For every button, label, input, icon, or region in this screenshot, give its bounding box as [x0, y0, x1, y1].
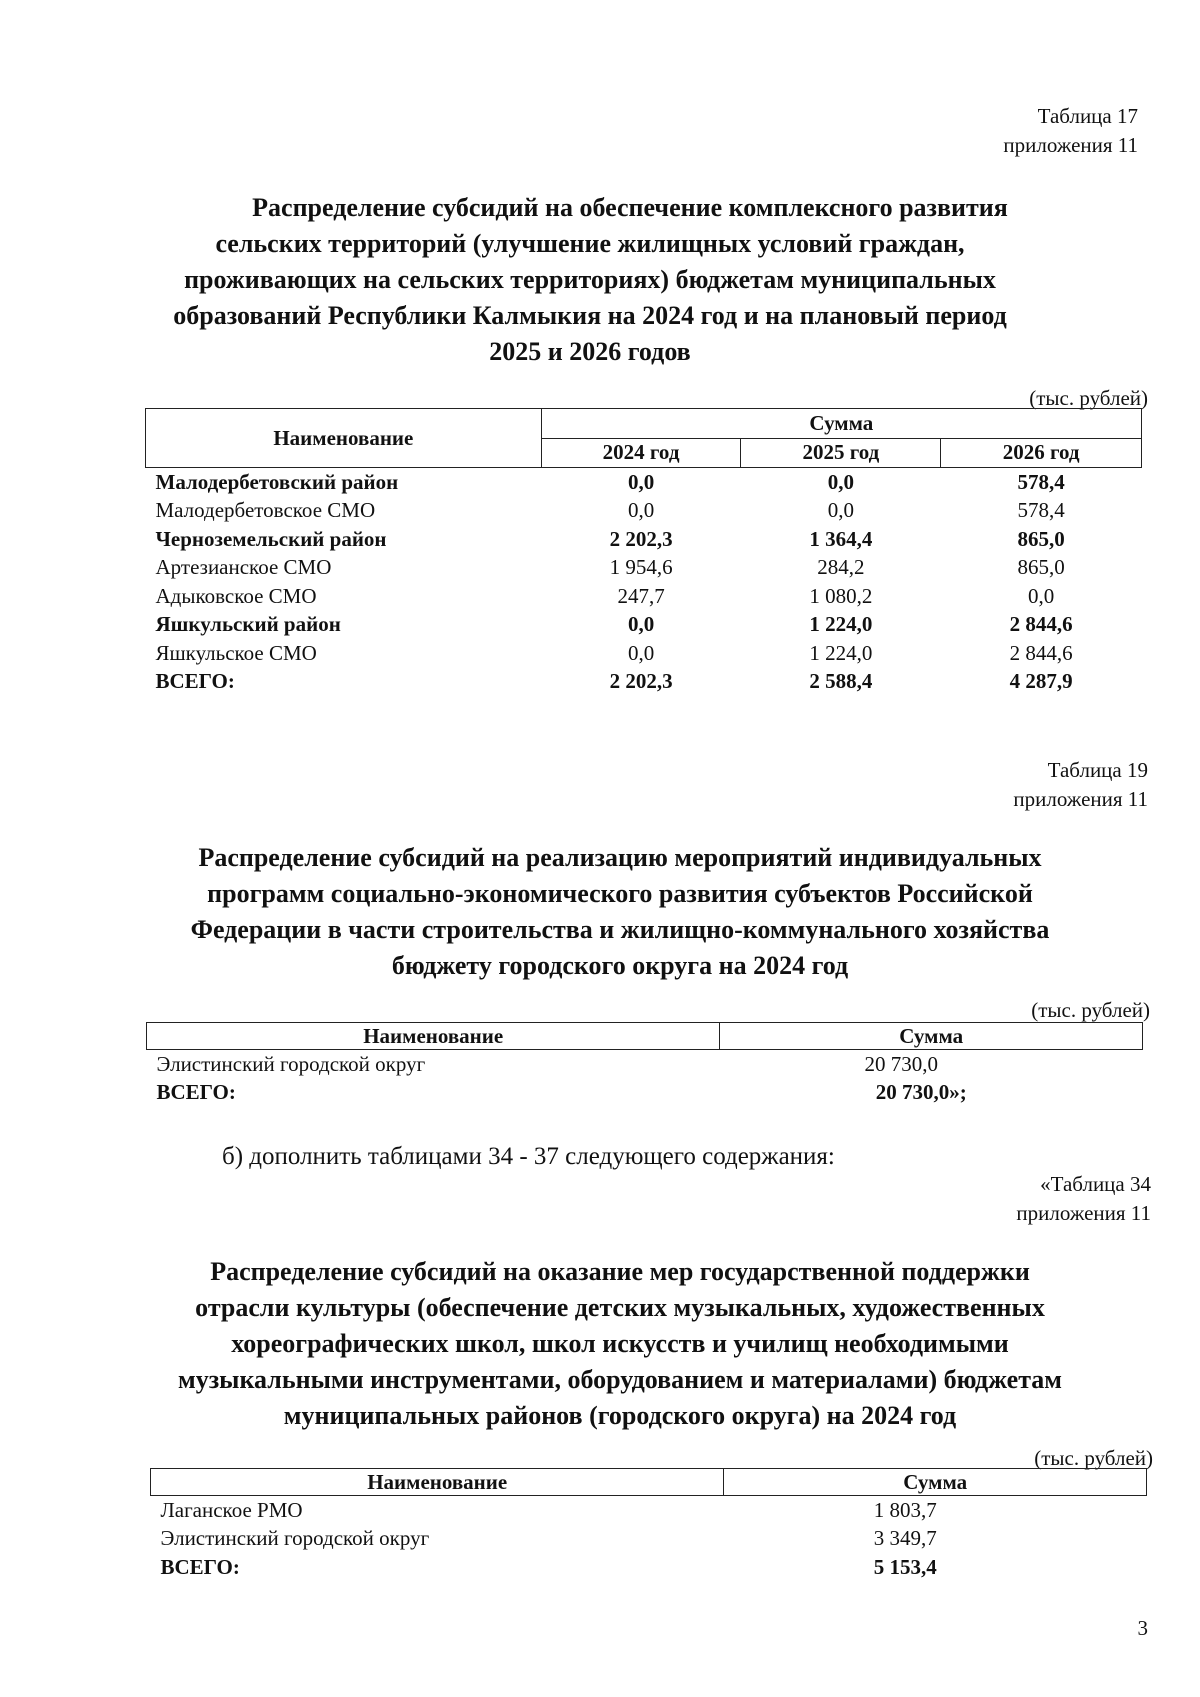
row-name: ВСЕГО:	[156, 1080, 236, 1105]
table17-caption	[1003, 102, 1138, 160]
table17-title	[80, 190, 1100, 370]
row-value: 5 153,4	[873, 1554, 937, 1579]
row-name: Адыковское СМО	[155, 583, 317, 608]
row-value: 865,0	[1017, 555, 1065, 580]
table19-caption	[1013, 756, 1148, 814]
table19-caption-number: Таблица 19	[1047, 758, 1148, 782]
table19-header-sum: Сумма	[720, 1023, 1143, 1050]
amendment-paragraph: б) дополнить таблицами 34 - 37 следующего содержания:	[222, 1143, 835, 1170]
table17-title-line: проживающих на сельских территориях) бюджетам муниципальных	[184, 265, 996, 294]
table34-title-line: Распределение субсидий на оказание мер государственной поддержки	[210, 1257, 1030, 1286]
row-value: 0,0	[627, 612, 655, 637]
table34-title-line: хореографических школ, школ искусств и училищ необходимыми	[231, 1329, 1009, 1358]
table-row	[146, 497, 1142, 526]
table34-header-name: Наименование	[151, 1469, 724, 1496]
table-row	[146, 554, 1142, 583]
table-row	[146, 582, 1142, 611]
table34-title-line: отрасли культуры (обеспечение детских музыкальных, художественных	[195, 1293, 1045, 1322]
table19-title-line: Распределение субсидий на реализацию мероприятий индивидуальных	[198, 843, 1042, 872]
row-value: 578,4	[1017, 498, 1065, 523]
table17-caption-appendix: приложения 11	[1003, 133, 1138, 157]
table-row	[151, 1496, 1147, 1525]
table17-header-year: 2026 год	[941, 438, 1142, 468]
row-value: 865,0	[1017, 526, 1065, 551]
row-name: Черноземельский район	[155, 526, 387, 551]
row-value: 20 730,0»;	[875, 1080, 967, 1105]
table34-title-line: музыкальными инструментами, оборудованием и материалами) бюджетам	[178, 1365, 1062, 1394]
table17-title-line: 2025 и 2026 годов	[489, 337, 691, 366]
table17-unit: (тыс. рублей)	[1029, 386, 1148, 410]
table34	[150, 1468, 1147, 1582]
row-value: 4 287,9	[1009, 669, 1073, 694]
table17-title-line: образований Республики Калмыкия на 2024 год и на плановый период	[173, 301, 1007, 330]
page-number: 3	[1137, 1616, 1148, 1640]
row-name: Элистинский городской округ	[156, 1051, 426, 1076]
row-value: 1 954,6	[609, 555, 673, 580]
row-value: 1 080,2	[809, 583, 873, 608]
table17-header-year: 2025 год	[741, 438, 941, 468]
row-value: 1 364,4	[809, 526, 873, 551]
table34-title	[100, 1254, 1140, 1434]
row-value: 578,4	[1017, 469, 1065, 494]
table19-unit: (тыс. рублей)	[1031, 998, 1150, 1022]
table17-title-line: Распределение субсидий на обеспечение комплексного развития	[252, 193, 1008, 222]
row-name: Лаганское РМО	[160, 1497, 303, 1522]
table34-caption-appendix: приложения 11	[1016, 1201, 1151, 1225]
table34-caption	[1016, 1170, 1151, 1228]
row-value: 2 844,6	[1009, 612, 1073, 637]
table-row	[147, 1050, 1143, 1079]
table34-unit: (тыс. рублей)	[1034, 1446, 1153, 1470]
table-row-total	[146, 668, 1142, 697]
row-value: 0,0	[627, 498, 655, 523]
row-name: Элистинский городской округ	[160, 1526, 430, 1551]
row-name: Малодербетовское СМО	[155, 498, 376, 523]
table-row	[146, 639, 1142, 668]
table-row-total	[147, 1079, 1143, 1108]
table19-header-name: Наименование	[147, 1023, 720, 1050]
row-value: 284,2	[817, 555, 865, 580]
table-row	[146, 611, 1142, 640]
table-row	[146, 525, 1142, 554]
row-value: 20 730,0	[864, 1051, 938, 1076]
row-value: 0,0	[1027, 583, 1055, 608]
row-value: 3 349,7	[873, 1526, 937, 1551]
row-value: 1 803,7	[873, 1497, 937, 1522]
row-value: 2 202,3	[609, 526, 673, 551]
row-value: 0,0	[627, 640, 655, 665]
row-value: 0,0	[827, 469, 854, 494]
table19-title-line: Федерации в части строительства и жилищно-коммунального хозяйства	[190, 915, 1050, 944]
table17-header-year: 2024 год	[541, 438, 741, 468]
row-name: Малодербетовский район	[155, 469, 399, 494]
row-value: 2 844,6	[1009, 640, 1073, 665]
table-row-total	[151, 1553, 1147, 1582]
row-name: Яшкульский район	[155, 612, 341, 637]
table-row	[146, 468, 1142, 497]
table34-title-line: муниципальных районов (городского округа) на 2024 год	[283, 1401, 957, 1430]
table19-title-line: программ социально-экономического развития субъектов Российской	[207, 879, 1033, 908]
table17-header-name: Наименование	[146, 409, 542, 468]
row-value: 1 224,0	[809, 612, 873, 637]
table17-header-sum: Сумма	[541, 409, 1141, 439]
row-name: ВСЕГО:	[155, 669, 235, 694]
row-value: 1 224,0	[809, 640, 873, 665]
row-value: 247,7	[617, 583, 665, 608]
table34-header-sum: Сумма	[724, 1469, 1147, 1496]
table19-title-line: бюджету городского округа на 2024 год	[391, 951, 849, 980]
row-name: ВСЕГО:	[160, 1554, 240, 1579]
row-name: Артезианское СМО	[155, 555, 332, 580]
table34-caption-number: «Таблица 34	[1040, 1172, 1151, 1196]
table17	[145, 408, 1142, 696]
table17-caption-number: Таблица 17	[1037, 104, 1138, 128]
row-name: Яшкульское СМО	[155, 640, 317, 665]
table19	[146, 1022, 1143, 1107]
row-value: 2 202,3	[609, 669, 673, 694]
table19-title	[120, 840, 1120, 984]
table-row	[151, 1525, 1147, 1554]
row-value: 0,0	[627, 469, 655, 494]
table19-caption-appendix: приложения 11	[1013, 787, 1148, 811]
row-value: 0,0	[827, 498, 854, 523]
table17-title-line: сельских территорий (улучшение жилищных условий граждан,	[215, 229, 965, 258]
row-value: 2 588,4	[809, 669, 873, 694]
